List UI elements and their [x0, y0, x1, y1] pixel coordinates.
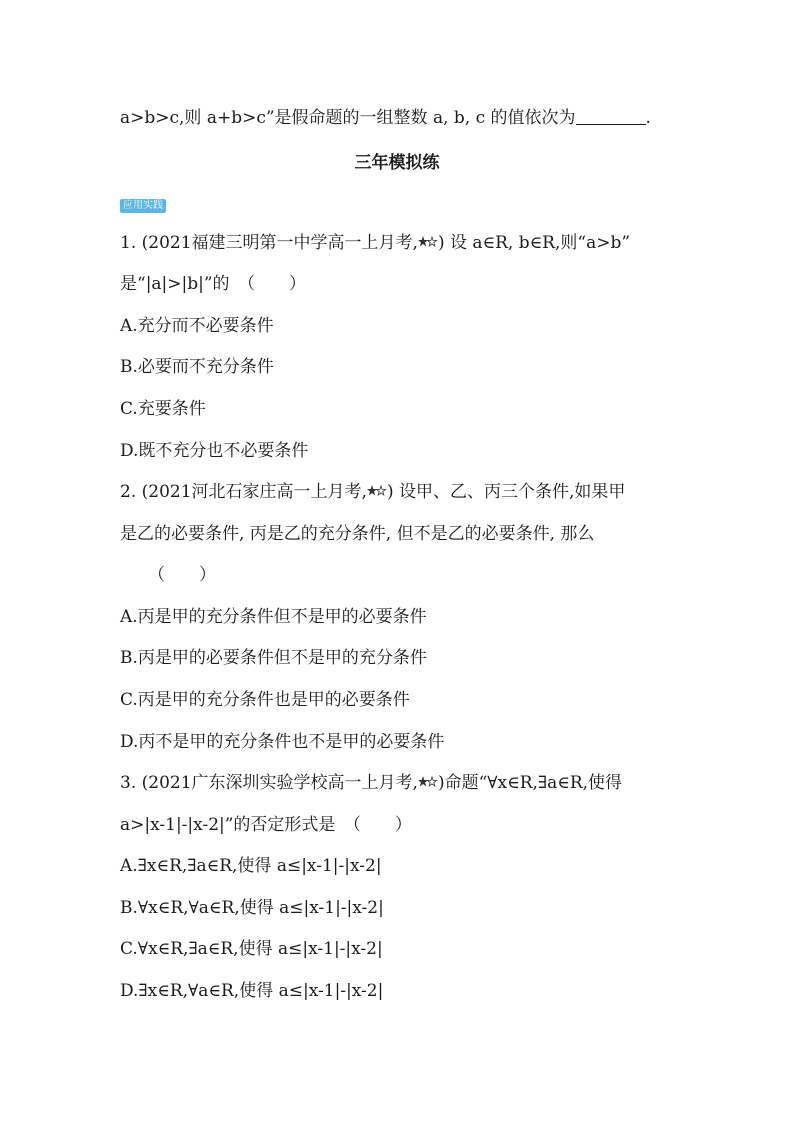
q2-option-b[interactable]: B.丙是甲的必要条件但不是甲的充分条件 — [120, 648, 427, 668]
q3-stem: )命题“∀x∈R,∃a∈R,使得 — [437, 773, 623, 793]
q2-option-d[interactable]: D.丙不是甲的充分条件也不是甲的必要条件 — [120, 732, 445, 752]
intro-end: . — [645, 108, 651, 128]
q3-option-a[interactable]: A.∃x∈R,∃a∈R,使得 a≤|x-1|-|x-2| — [120, 856, 382, 876]
two-stars-icon — [418, 775, 438, 789]
intro-line — [120, 107, 651, 129]
q1-option-a[interactable]: A.充分而不必要条件 — [120, 316, 274, 336]
q2-line1 — [120, 481, 625, 503]
q1-option-c[interactable]: C.充要条件 — [120, 399, 206, 419]
q2-line2: 是乙的必要条件, 丙是乙的充分条件, 但不是乙的必要条件, 那么 — [120, 524, 595, 544]
q1-option-d[interactable]: D.既不充分也不必要条件 — [120, 441, 309, 461]
section-title: 三年模拟练 — [354, 153, 440, 173]
practice-badge: 应用实践 — [120, 199, 166, 213]
q1-line1 — [120, 232, 630, 254]
q3-option-b[interactable]: B.∀x∈R,∀a∈R,使得 a≤|x-1|-|x-2| — [120, 898, 384, 918]
answer-blank[interactable] — [576, 108, 646, 125]
q2-source: 2. (2021河北石家庄高一上月考, — [120, 482, 367, 502]
two-stars-icon — [367, 484, 387, 498]
q1-option-b[interactable]: B.必要而不充分条件 — [120, 357, 274, 377]
two-stars-icon — [418, 235, 438, 249]
q2-option-a[interactable]: A.丙是甲的充分条件但不是甲的必要条件 — [120, 607, 427, 627]
q1-stem: ) 设 a∈R, b∈R,则“a>b” — [437, 233, 631, 253]
q3-line1 — [120, 772, 622, 794]
q2-option-c[interactable]: C.丙是甲的充分条件也是甲的必要条件 — [120, 690, 410, 710]
q1-source: 1. (2021福建三明第一中学高一上月考, — [120, 233, 418, 253]
q3-source: 3. (2021广东深圳实验学校高一上月考, — [120, 773, 418, 793]
q3-option-c[interactable]: C.∀x∈R,∃a∈R,使得 a≤|x-1|-|x-2| — [120, 939, 383, 959]
intro-text: a>b>c,则 a+b>c”是假命题的一组整数 a, b, c 的值依次为 — [120, 108, 576, 128]
q3-line2: a>|x-1|-|x-2|”的否定形式是 （ ） — [120, 815, 412, 835]
q1-line2: 是“|a|>|b|”的 （ ） — [120, 274, 307, 294]
q2-line3: （ ） — [148, 565, 216, 585]
q2-stem: ) 设甲、乙、丙三个条件,如果甲 — [386, 482, 626, 502]
q3-option-d[interactable]: D.∃x∈R,∀a∈R,使得 a≤|x-1|-|x-2| — [120, 981, 384, 1001]
